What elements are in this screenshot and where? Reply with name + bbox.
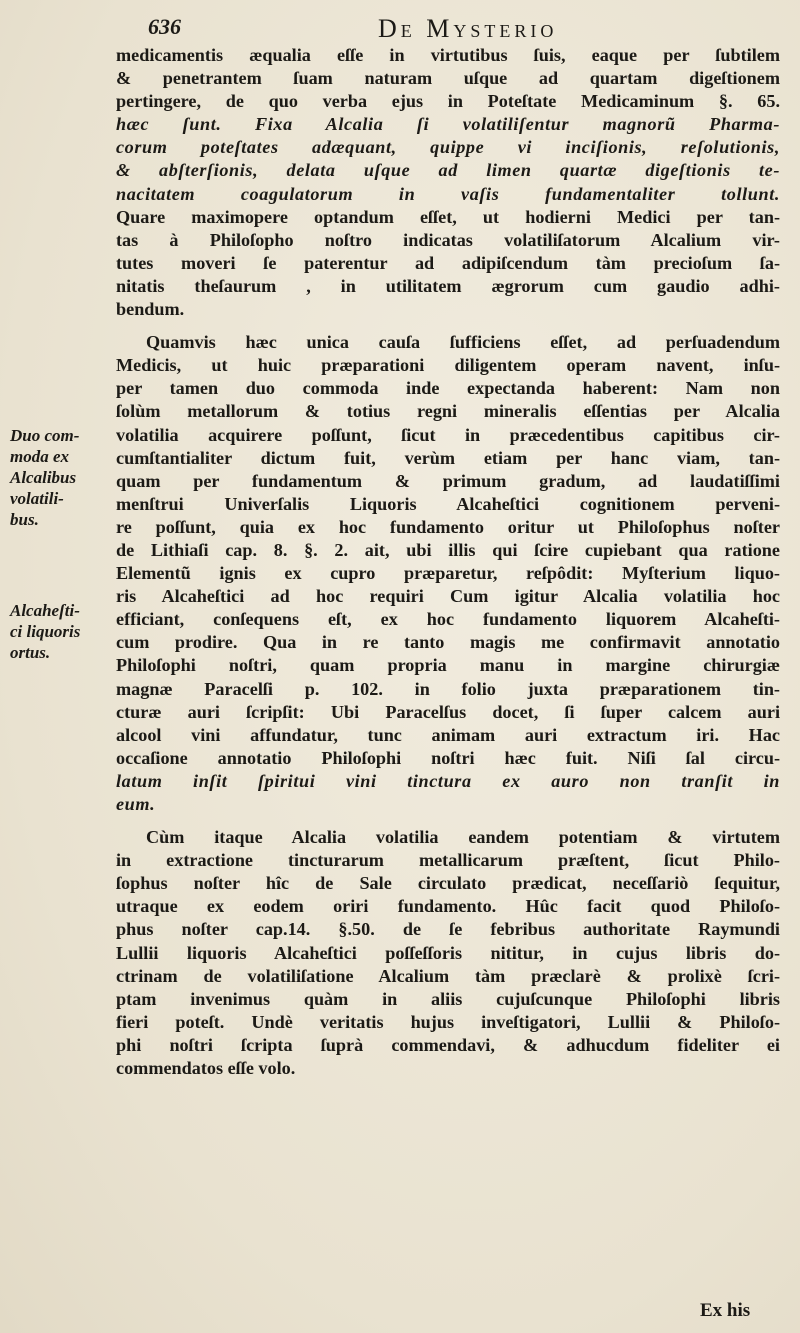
text-line: fieri poteſt. Undè veritatis hujus inveſtigatori, Lullii & Philoſo- (116, 1011, 780, 1032)
text-line: pertingere, de quo verba ejus in Poteſtate Medicaminum §. 65. (116, 91, 780, 112)
text-line: Lullii liquoris Alcaheſtici poſſeſſoris nititur, in cujus libris do- (116, 942, 780, 963)
text-line: cturæ auri ſcripſit: Ubi Paracelſus docet, ſi ſuper calcem auri (116, 701, 780, 722)
text-line: magnæ Paracelſi p. 102. in folio juxta præparationem tin- (116, 678, 780, 699)
text-line: Elementũ ignis ex cupro præparetur, reſpôdit: Myſterium liquo- (116, 563, 780, 584)
text-line: latum inſit ſpiritui vini tinctura ex auro non tranſit in (116, 770, 780, 791)
text-line: in extractione tincturarum metallicarum præſtent, ſicut Philo- (116, 850, 780, 871)
text-line: tas à Philoſopho noſtro indicatas volatiliſatorum Alcalium vir- (116, 229, 780, 250)
text-line: cumſtantialiter dictum fuit, verùm etiam per hanc viam, tan- (116, 447, 780, 468)
marginal-line: Duo com- (10, 426, 80, 445)
catchword: Ex his (700, 1300, 751, 1321)
text-line: ſophus noſter hîc de Sale circulato prædicat, neceſſariò ſequitur, (116, 873, 780, 894)
text-line: utraque ex eodem oriri fundamento. Hûc facit quod Philoſo- (116, 896, 780, 917)
text-line: re poſſunt, quia ex hoc fundamento oritur ut Philoſophus noſter (116, 516, 780, 537)
text-line: phus noſter cap.14. §.50. de ſe febribus authoritate Raymundi (116, 919, 780, 940)
text-line: per tamen duo commoda inde expectanda haberent: Nam non (116, 378, 780, 399)
text-line: menſtrui Univerſalis Liquoris Alcaheſtici cognitionem perveni- (116, 493, 780, 514)
text-line: corum poteſtates adæquant, quippe vi inciſionis, reſolutionis, (116, 137, 780, 158)
marginal-line: volatili- (10, 489, 64, 508)
text-line: ctrinam de volatiliſatione Alcalium tàm præclarè & prolixè ſcri- (116, 965, 780, 986)
text-line: eum. (116, 794, 156, 814)
text-line: medicamentis æqualia eſſe in virtutibus ſuis, eaque per ſubtilem (116, 45, 780, 65)
text-line: commendatos eſſe volo. (116, 1058, 296, 1079)
text-line: tutes moveri ſe paterentur ad adipiſcendum tàm precioſum ſa- (116, 252, 780, 273)
text-line: Medicis, ut huic præparationi diligentem operam navent, inſu- (116, 355, 780, 376)
text-line: occaſione annotatio Philoſophi noſtri hæc fuit. Niſi ſal circu- (116, 747, 780, 768)
text-line: ſolùm metallorum & totius regni mineralis eſſentias per Alcalia (116, 401, 780, 422)
text-line: phi noſtri ſcripta ſuprà commendavi, & adhucdum fideliter ei (116, 1034, 780, 1055)
marginal-note-commoda (10, 425, 118, 530)
text-line: Cùm itaque Alcalia volatilia eandem potentiam & virtutem (146, 827, 780, 848)
marginal-line: ortus. (10, 643, 51, 662)
marginal-line: ci liquoris (10, 622, 81, 641)
page-header (148, 14, 708, 44)
marginal-note-alcahestici (10, 600, 118, 663)
text-line: & abſterſionis, delata uſque ad limen quartæ digeſtionis te- (116, 160, 780, 181)
text-line: efficiant, conſequens eſt, ex hoc fundamento liquorem Alcaheſti- (116, 609, 780, 630)
paragraph-gap (116, 321, 780, 331)
text-line: & penetrantem ſuam naturam uſque ad quartam digeſtionem (116, 68, 780, 89)
marginal-line: Alcaheſti- (10, 601, 80, 620)
text-line: alcool vini affundatur, tunc animam auri extractum iri. Hac (116, 724, 780, 745)
text-line: nacitatem coagulatorum in vaſis fundamentaliter tollunt. (116, 183, 780, 204)
text-line: quam per fundamentum & primum gradum, ad laudatiſſimi (116, 470, 780, 491)
page-number: 636 (148, 14, 181, 39)
text-line: de Lithiaſi cap. 8. §. 2. ait, ubi illis qui ſcire cupiebant qua ratione (116, 539, 780, 560)
text-line: nitatis theſaurum , in utilitatem ægrorum cum gaudio adhi- (116, 275, 780, 296)
paragraph-gap (116, 816, 780, 826)
running-title: De Mysterio (378, 14, 558, 43)
marginal-line: moda ex (10, 447, 70, 466)
text-line: bendum. (116, 299, 185, 320)
text-line: Quamvis hæc unica cauſa ſufficiens eſſet, ad perſuadendum (146, 332, 780, 353)
text-line: cum prodire. Qua in re tanto magis me confirmavit annotatio (116, 632, 780, 653)
text-line: Quare maximopere optandum eſſet, ut hodierni Medici per tan- (116, 206, 780, 227)
marginal-line: bus. (10, 510, 39, 529)
text-line: ptam invenimus quàm in aliis cujuſcunque Philoſophi libris (116, 988, 780, 1009)
main-text-block (116, 44, 780, 1080)
text-line: Philoſophi noſtri, quam propria manu in margine chirurgiæ (116, 655, 780, 676)
text-line: hæc ſunt. Fixa Alcalia ſi volatiliſentur magnorũ Pharma- (116, 114, 780, 135)
marginal-line: Alcalibus (10, 468, 77, 487)
text-line: ris Alcaheſtici ad hoc requiri Cum igitur Alcalia volatilia hoc (116, 586, 780, 607)
text-line: volatilia acquirere poſſunt, ſicut in præcedentibus capitibus cir- (116, 424, 780, 445)
